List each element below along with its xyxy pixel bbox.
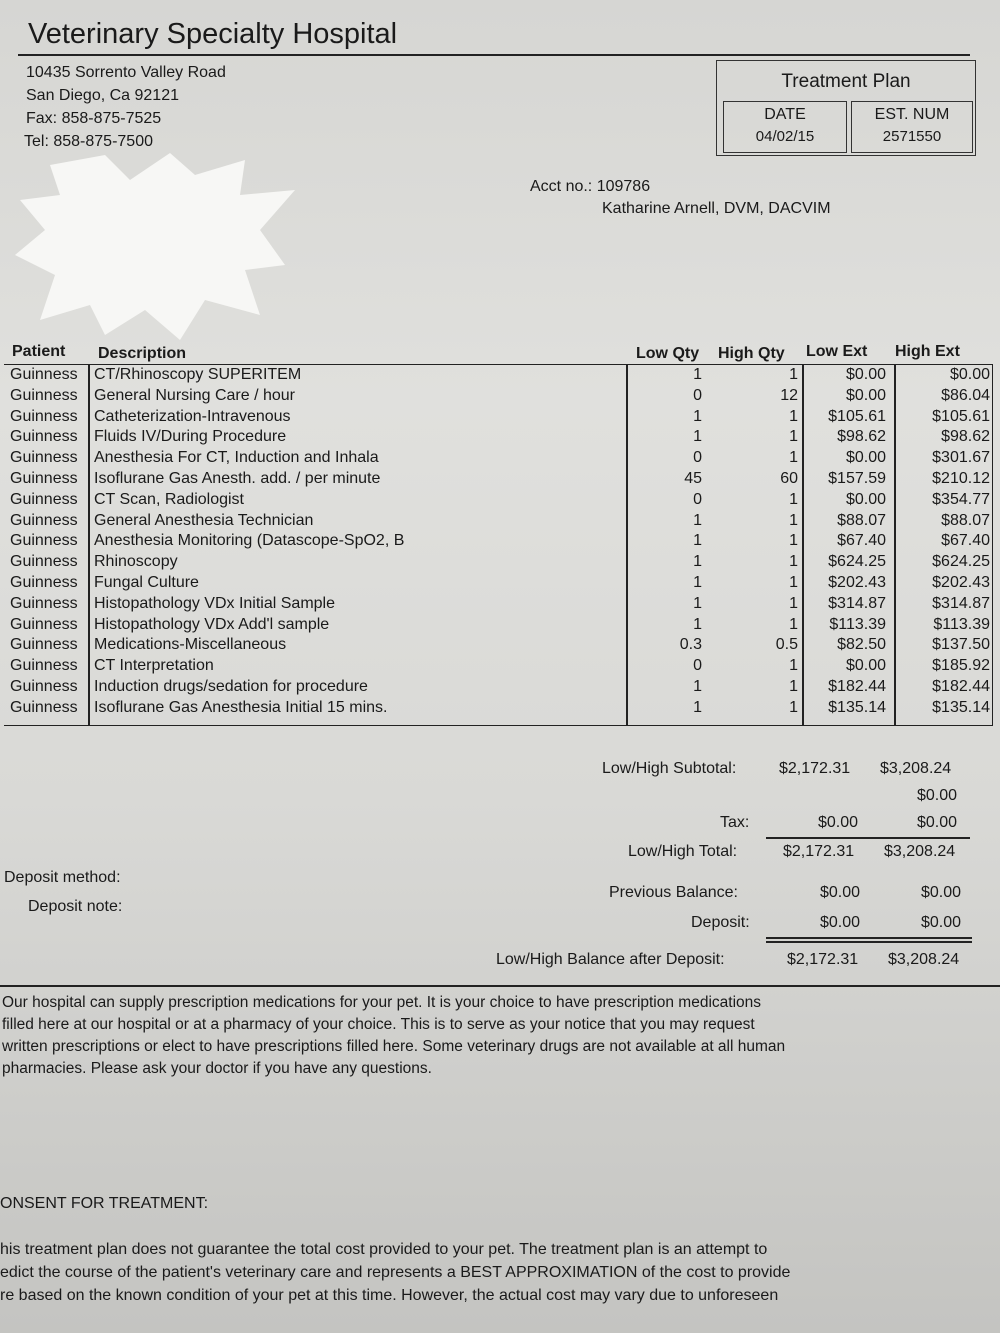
cell-low-ext: $157.59 xyxy=(828,469,886,487)
cell-patient: Guinness xyxy=(10,573,78,591)
cell-low-qty: 1 xyxy=(693,511,702,529)
cell-high-qty: 1 xyxy=(789,532,798,550)
cell-high-qty: 1 xyxy=(789,511,798,529)
cell-patient: Guinness xyxy=(10,698,78,716)
cell-patient: Guinness xyxy=(10,636,78,654)
redaction-blot xyxy=(10,145,300,345)
cell-low-qty: 1 xyxy=(693,698,702,716)
total-low: $2,172.31 xyxy=(783,843,855,860)
header-patient: Patient xyxy=(12,343,66,360)
cell-high-ext: $137.50 xyxy=(932,636,990,654)
consent-heading: ONSENT FOR TREATMENT: xyxy=(0,1195,209,1212)
cell-low-ext: $105.61 xyxy=(828,407,886,425)
notice-line-4: pharmacies. Please ask your doctor if you have any questions. xyxy=(2,1060,432,1077)
cell-high-ext: $67.40 xyxy=(941,532,990,550)
cell-low-ext: $314.87 xyxy=(828,594,886,612)
cell-high-qty: 60 xyxy=(780,469,798,487)
cell-high-qty: 1 xyxy=(789,490,798,508)
tax-high: $0.00 xyxy=(917,814,958,831)
cell-high-ext: $88.07 xyxy=(941,511,990,529)
table-row xyxy=(4,448,992,469)
cell-high-qty: 1 xyxy=(789,428,798,446)
cell-high-ext: $0.00 xyxy=(949,366,990,383)
deposit-note-label: Deposit note: xyxy=(28,898,123,915)
table-row xyxy=(4,677,992,698)
cell-high-ext: $185.92 xyxy=(932,657,990,675)
cell-patient: Guinness xyxy=(10,657,78,675)
cell-patient: Guinness xyxy=(10,449,78,467)
cell-low-ext: $0.00 xyxy=(845,657,886,675)
cell-description: Histopathology VDx Add'l sample xyxy=(94,615,330,633)
cell-patient: Guinness xyxy=(10,615,78,633)
cell-patient: Guinness xyxy=(10,366,78,383)
cell-description: Fluids IV/During Procedure xyxy=(94,428,287,446)
cell-description: Anesthesia For CT, Induction and Inhala xyxy=(94,449,379,467)
cell-description: Induction drugs/sedation for procedure xyxy=(94,677,368,695)
account-number: Acct no.: 109786 xyxy=(530,178,651,195)
cell-low-ext: $98.62 xyxy=(837,428,886,446)
cell-high-ext: $202.43 xyxy=(932,573,990,591)
table-row xyxy=(4,573,992,594)
cell-description: Fungal Culture xyxy=(94,573,199,591)
total-rule xyxy=(766,837,970,839)
cell-patient: Guinness xyxy=(10,532,78,550)
cell-low-qty: 0 xyxy=(693,386,702,404)
cell-low-qty: 1 xyxy=(693,573,702,591)
cell-low-qty: 0.3 xyxy=(679,636,702,654)
hospital-name: Veterinary Specialty Hospital xyxy=(28,18,398,50)
tel-number: Tel: 858-875-7500 xyxy=(24,133,153,150)
cell-patient: Guinness xyxy=(10,428,78,446)
table-row xyxy=(4,469,992,490)
cell-high-ext: $86.04 xyxy=(941,386,990,404)
tax-low: $0.00 xyxy=(818,814,859,831)
estimate-number-value: 2571550 xyxy=(882,128,942,145)
cell-description: Isoflurane Gas Anesthesia Initial 15 mins. xyxy=(94,698,388,716)
balance-double-rule-top xyxy=(766,937,972,939)
previous-balance-low: $0.00 xyxy=(820,884,861,901)
balance-double-rule-bottom xyxy=(766,941,972,943)
cell-description: Histopathology VDx Initial Sample xyxy=(94,594,336,612)
cell-patient: Guinness xyxy=(10,677,78,695)
cell-low-qty: 1 xyxy=(693,428,702,446)
cell-description: Isoflurane Gas Anesth. add. / per minute xyxy=(94,469,381,487)
consent-line-2: edict the course of the patient's veterinary care and represents a BEST APPROXIMATION of the cost to provide xyxy=(0,1264,791,1281)
cell-high-qty: 1 xyxy=(789,594,798,612)
cell-low-qty: 1 xyxy=(693,594,702,612)
estimate-number-cell xyxy=(851,101,973,153)
table-row xyxy=(4,386,992,407)
tax-label: Tax: xyxy=(720,814,750,831)
cell-low-qty: 45 xyxy=(684,469,702,487)
cell-description: General Nursing Care / hour xyxy=(94,386,295,404)
subtotal-label: Low/High Subtotal: xyxy=(602,760,737,777)
deposit-method-label: Deposit method: xyxy=(4,869,121,886)
cell-high-qty: 1 xyxy=(789,677,798,695)
header-description: Description xyxy=(98,345,187,362)
doctor-name: Katharine Arnell, DVM, DACVIM xyxy=(602,200,831,217)
table-row xyxy=(4,407,992,428)
subtotal-high: $3,208.24 xyxy=(880,760,952,777)
extra-high: $0.00 xyxy=(917,787,958,804)
cell-high-ext: $113.39 xyxy=(933,615,990,633)
cell-high-ext: $135.14 xyxy=(932,698,990,716)
table-row xyxy=(4,656,992,677)
cell-high-ext: $354.77 xyxy=(932,490,990,508)
header-low-ext: Low Ext xyxy=(806,343,868,360)
cell-patient: Guinness xyxy=(10,386,78,404)
cell-description: Catheterization-Intravenous xyxy=(94,407,291,425)
cell-low-ext: $0.00 xyxy=(845,449,886,467)
cell-description: CT Interpretation xyxy=(94,657,214,675)
table-row xyxy=(4,427,992,448)
cell-high-ext: $98.62 xyxy=(941,428,990,446)
header-high-ext: High Ext xyxy=(895,343,960,360)
cell-low-qty: 1 xyxy=(693,677,702,695)
cell-high-qty: 1 xyxy=(789,615,798,633)
table-row xyxy=(4,698,992,719)
line-items-rows xyxy=(4,365,992,719)
notice-line-3: written prescriptions or elect to have prescriptions filled here. Some veterinary drugs are not available at all human xyxy=(2,1038,786,1055)
cell-low-ext: $82.50 xyxy=(837,636,886,654)
cell-high-ext: $314.87 xyxy=(932,594,990,612)
cell-low-ext: $113.39 xyxy=(829,615,886,633)
consent-line-1: his treatment plan does not guarantee the total cost provided to your pet. The treatment plan is an attempt to xyxy=(0,1241,768,1258)
cell-high-ext: $301.67 xyxy=(932,449,990,467)
cell-high-ext: $624.25 xyxy=(932,553,990,571)
cell-patient: Guinness xyxy=(10,553,78,571)
cell-low-ext: $88.07 xyxy=(837,511,886,529)
cell-low-ext: $67.40 xyxy=(837,532,886,550)
cell-high-qty: 1 xyxy=(789,366,798,383)
header-high-qty: High Qty xyxy=(718,345,785,362)
deposit-high: $0.00 xyxy=(921,914,962,931)
address-line-1: 10435 Sorrento Valley Road xyxy=(26,64,226,81)
cell-low-qty: 0 xyxy=(693,449,702,467)
balance-after-deposit-low: $2,172.31 xyxy=(787,951,859,968)
cell-low-ext: $0.00 xyxy=(845,386,886,404)
table-row xyxy=(4,365,992,386)
table-row xyxy=(4,635,992,656)
previous-balance-label: Previous Balance: xyxy=(609,884,738,901)
cell-patient: Guinness xyxy=(10,469,78,487)
date-cell xyxy=(723,101,847,153)
section-divider xyxy=(0,985,1000,987)
cell-high-qty: 1 xyxy=(789,449,798,467)
cell-low-ext: $202.43 xyxy=(828,573,886,591)
title-divider xyxy=(18,54,970,56)
previous-balance-high: $0.00 xyxy=(921,884,962,901)
date-label: DATE xyxy=(764,106,806,123)
cell-high-qty: 12 xyxy=(780,386,798,404)
cell-high-qty: 1 xyxy=(789,698,798,716)
cell-low-qty: 1 xyxy=(693,366,702,383)
treatment-plan-title: Treatment Plan xyxy=(781,71,911,92)
cell-low-qty: 0 xyxy=(693,490,702,508)
table-row xyxy=(4,594,992,615)
cell-high-ext: $182.44 xyxy=(932,677,990,695)
table-row xyxy=(4,511,992,532)
cell-low-qty: 1 xyxy=(693,615,702,633)
cell-patient: Guinness xyxy=(10,407,78,425)
estimate-number-label: EST. NUM xyxy=(874,106,950,123)
deposit-label: Deposit: xyxy=(691,914,750,931)
cell-patient: Guinness xyxy=(10,490,78,508)
total-high: $3,208.24 xyxy=(884,843,956,860)
address-line-2: San Diego, Ca 92121 xyxy=(26,87,179,104)
cell-low-ext: $182.44 xyxy=(828,677,886,695)
notice-line-2: filled here at our hospital or at a pharmacy of your choice. This is to serve as your notice that you may request xyxy=(2,1016,755,1033)
cell-description: Medications-Miscellaneous xyxy=(94,636,287,654)
cell-description: General Anesthesia Technician xyxy=(94,511,314,529)
cell-low-ext: $0.00 xyxy=(845,366,886,383)
consent-line-3: re based on the known condition of your pet at this time. However, the actual cost may vary due to unforeseen xyxy=(0,1287,779,1304)
cell-description: Rhinoscopy xyxy=(94,553,178,571)
cell-description: CT/Rhinoscopy SUPERITEM xyxy=(94,366,302,383)
balance-after-deposit-label: Low/High Balance after Deposit: xyxy=(496,951,725,968)
cell-low-ext: $624.25 xyxy=(828,553,886,571)
cell-low-qty: 1 xyxy=(693,407,702,425)
table-row xyxy=(4,615,992,636)
cell-description: CT Scan, Radiologist xyxy=(94,490,244,508)
cell-high-qty: 1 xyxy=(789,407,798,425)
date-value: 04/02/15 xyxy=(755,128,815,145)
cell-patient: Guinness xyxy=(10,511,78,529)
cell-low-qty: 1 xyxy=(693,532,702,550)
cell-high-ext: $105.61 xyxy=(932,407,990,425)
table-row xyxy=(4,490,992,511)
total-label: Low/High Total: xyxy=(628,843,738,860)
cell-description: Anesthesia Monitoring (Datascope-SpO2, B xyxy=(94,532,405,550)
subtotal-low: $2,172.31 xyxy=(779,760,851,777)
cell-low-ext: $135.14 xyxy=(828,698,886,716)
cell-low-ext: $0.00 xyxy=(845,490,886,508)
cell-high-ext: $210.12 xyxy=(932,469,990,487)
cell-low-qty: 1 xyxy=(693,553,702,571)
cell-low-qty: 0 xyxy=(693,657,702,675)
balance-after-deposit-high: $3,208.24 xyxy=(888,951,960,968)
treatment-plan-box xyxy=(716,60,976,156)
table-row xyxy=(4,531,992,552)
cell-high-qty: 0.5 xyxy=(775,636,798,654)
cell-high-qty: 1 xyxy=(789,573,798,591)
cell-high-qty: 1 xyxy=(789,657,798,675)
cell-high-qty: 1 xyxy=(789,553,798,571)
cell-patient: Guinness xyxy=(10,594,78,612)
fax-number: Fax: 858-875-7525 xyxy=(26,110,162,127)
header-low-qty: Low Qty xyxy=(636,345,700,362)
deposit-low: $0.00 xyxy=(820,914,861,931)
table-row xyxy=(4,552,992,573)
notice-line-1: Our hospital can supply prescription medications for your pet. It is your choice to have prescription medications xyxy=(2,994,762,1011)
